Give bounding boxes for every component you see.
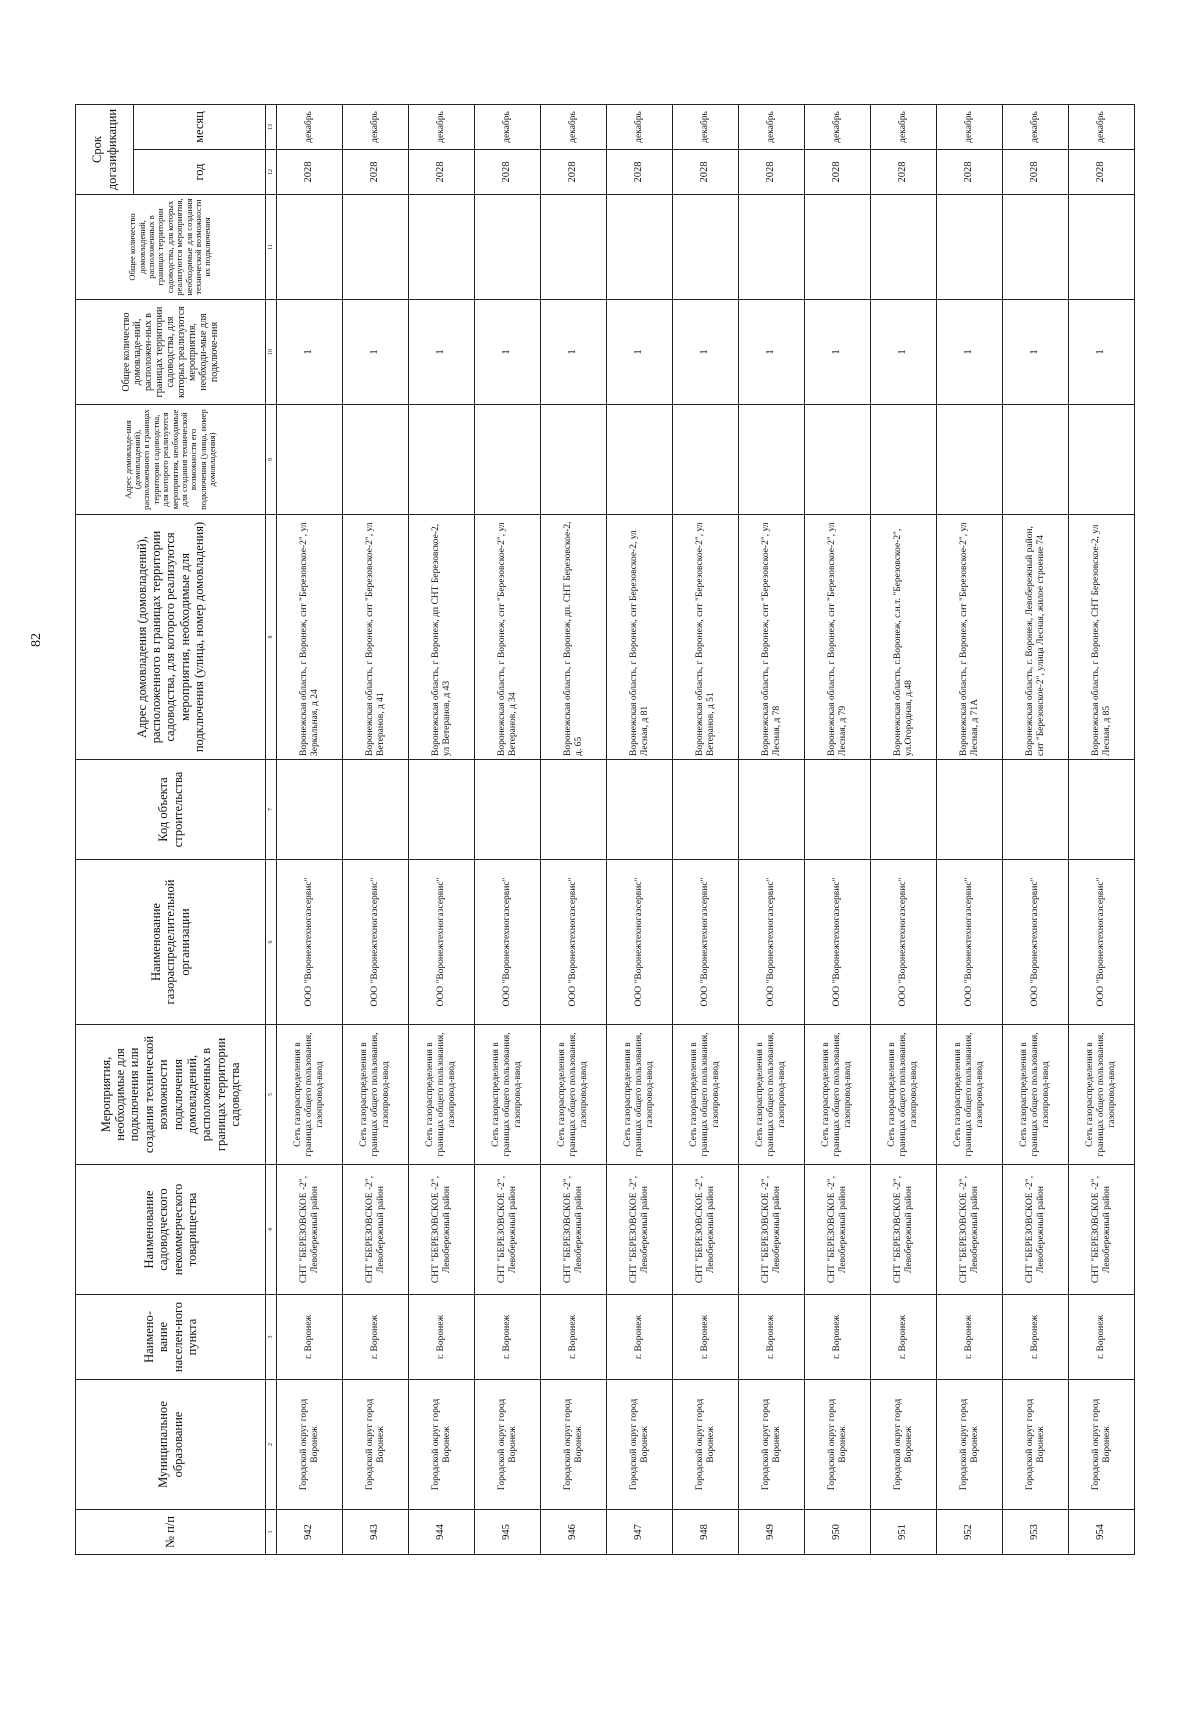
- cell-month: декабрь: [805, 105, 871, 150]
- cell-object-code: [607, 760, 673, 860]
- cell-gas-org: ООО "Воронежтехногазсервис": [805, 860, 871, 1025]
- table-row: [475, 105, 541, 1555]
- table-row: [277, 105, 343, 1555]
- cell-measures: Сеть газораспределения в границах общего пользования, газопровод-ввод: [343, 1025, 409, 1165]
- table-row: [1003, 105, 1069, 1555]
- cell-gas-org: ООО "Воронежтехногазсервис": [1069, 860, 1135, 1025]
- cell-total-connect: 1: [871, 300, 937, 405]
- table-row: [541, 105, 607, 1555]
- cell-num: 946: [541, 1510, 607, 1555]
- header-year: год: [134, 150, 266, 195]
- cell-num: 949: [739, 1510, 805, 1555]
- gasification-table: [75, 104, 1135, 1555]
- cell-total-connect: 1: [409, 300, 475, 405]
- cell-address: Воронежская область, г Воронеж, СНТ Березовское-2, ул Лесная, д 85: [1069, 515, 1135, 760]
- table-row: [607, 105, 673, 1555]
- cell-snt-name: СНТ "БЕРЕЗОВСКОЕ -2", Левобережный район: [1069, 1165, 1135, 1295]
- cell-settlement: г. Воронеж: [541, 1295, 607, 1380]
- cell-month: декабрь: [475, 105, 541, 150]
- cell-total-tech: [937, 195, 1003, 300]
- cell-total-connect: 1: [739, 300, 805, 405]
- column-number: 5: [266, 1025, 277, 1165]
- cell-address-tech: [739, 405, 805, 515]
- cell-address: Воронежская область, г Воронеж, снт "Березовское-2", ул Зеркальная, д 24: [277, 515, 343, 760]
- header-deadline: Срок догазификации: [76, 105, 134, 195]
- cell-settlement: г. Воронеж: [409, 1295, 475, 1380]
- cell-object-code: [1003, 760, 1069, 860]
- table-body: [277, 105, 1135, 1555]
- cell-month: декабрь: [1003, 105, 1069, 150]
- cell-year: 2028: [937, 150, 1003, 195]
- cell-num: 953: [1003, 1510, 1069, 1555]
- rotated-table-container: [75, 105, 1135, 1555]
- cell-snt-name: СНТ "БЕРЕЗОВСКОЕ -2", Левобережный район: [607, 1165, 673, 1295]
- cell-snt-name: СНТ "БЕРЕЗОВСКОЕ -2", Левобережный район: [1003, 1165, 1069, 1295]
- cell-month: декабрь: [277, 105, 343, 150]
- column-number: 8: [266, 515, 277, 760]
- cell-total-connect: 1: [1069, 300, 1135, 405]
- cell-address: Воронежская область, г. Воронеж, Левобережный район, снт "Березовское-2", улица Лесная, жилое строение 74: [1003, 515, 1069, 760]
- page-number: [30, 60, 44, 1220]
- cell-gas-org: ООО "Воронежтехногазсервис": [871, 860, 937, 1025]
- cell-address: Воронежская область, г Воронеж, снт "Березовское-2", ул Лесная, д 79: [805, 515, 871, 760]
- cell-address: Воронежская область, г.Воронеж, с.н.т. "Березовское-2", ул.Огородная, д.48: [871, 515, 937, 760]
- cell-year: 2028: [409, 150, 475, 195]
- header-settlement: Наимено-вание населен-ного пункта: [76, 1295, 266, 1380]
- header-gas-org: Наименование газораспределительной организации: [76, 860, 266, 1025]
- cell-gas-org: ООО "Воронежтехногазсервис": [1003, 860, 1069, 1025]
- cell-address-tech: [1003, 405, 1069, 515]
- cell-measures: Сеть газораспределения в границах общего пользования, газопровод-ввод: [475, 1025, 541, 1165]
- cell-object-code: [343, 760, 409, 860]
- cell-snt-name: СНТ "БЕРЕЗОВСКОЕ -2", Левобережный район: [475, 1165, 541, 1295]
- header-snt-name: Наименование садоводческого некоммерческого товарищества: [76, 1165, 266, 1295]
- cell-settlement: г. Воронеж: [937, 1295, 1003, 1380]
- header-object-code: Код объекта строительства: [76, 760, 266, 860]
- cell-num: 943: [343, 1510, 409, 1555]
- cell-address: Воронежская область, г Воронеж, снт "Березовское-2", ул Ветеранов, д 34: [475, 515, 541, 760]
- column-number: 6: [266, 860, 277, 1025]
- cell-month: декабрь: [541, 105, 607, 150]
- cell-gas-org: ООО "Воронежтехногазсервис": [409, 860, 475, 1025]
- table-row: [739, 105, 805, 1555]
- cell-address-tech: [1069, 405, 1135, 515]
- cell-gas-org: ООО "Воронежтехногазсервис": [541, 860, 607, 1025]
- cell-month: декабрь: [409, 105, 475, 150]
- column-number: 12: [266, 150, 277, 195]
- table-row: [409, 105, 475, 1555]
- cell-address-tech: [409, 405, 475, 515]
- cell-measures: Сеть газораспределения в границах общего пользования, газопровод-ввод: [673, 1025, 739, 1165]
- header-total-connect: Общее количество домовладе-ний, расположен-ных в границах территории садоводства, для которых реализуются мероприятия, необходи-мые для подключе-ния: [76, 300, 266, 405]
- cell-measures: Сеть газораспределения в границах общего пользования, газопровод-ввод: [409, 1025, 475, 1165]
- cell-total-tech: [343, 195, 409, 300]
- cell-snt-name: СНТ "БЕРЕЗОВСКОЕ -2", Левобережный район: [409, 1165, 475, 1295]
- column-number: 10: [266, 300, 277, 405]
- cell-year: 2028: [805, 150, 871, 195]
- cell-year: 2028: [871, 150, 937, 195]
- cell-total-tech: [541, 195, 607, 300]
- cell-settlement: г. Воронеж: [739, 1295, 805, 1380]
- cell-address-tech: [871, 405, 937, 515]
- cell-total-connect: 1: [805, 300, 871, 405]
- cell-municipality: Городской округ город Воронеж: [937, 1380, 1003, 1510]
- cell-municipality: Городской округ город Воронеж: [277, 1380, 343, 1510]
- cell-settlement: г. Воронеж: [1069, 1295, 1135, 1380]
- cell-num: 944: [409, 1510, 475, 1555]
- cell-total-connect: 1: [277, 300, 343, 405]
- cell-settlement: г. Воронеж: [673, 1295, 739, 1380]
- table-row: [343, 105, 409, 1555]
- cell-settlement: г. Воронеж: [1003, 1295, 1069, 1380]
- cell-snt-name: СНТ "БЕРЕЗОВСКОЕ -2", Левобережный район: [343, 1165, 409, 1295]
- cell-object-code: [409, 760, 475, 860]
- header-address: Адрес домовладения (домовладений), расположенного в границах территории садоводства, для которого реализуются мероприятия, необходимые для подключения (улица, номер домовладения): [76, 515, 266, 760]
- cell-municipality: Городской округ город Воронеж: [409, 1380, 475, 1510]
- cell-total-tech: [277, 195, 343, 300]
- cell-total-tech: [475, 195, 541, 300]
- cell-address-tech: [277, 405, 343, 515]
- cell-gas-org: ООО "Воронежтехногазсервис": [607, 860, 673, 1025]
- cell-month: декабрь: [343, 105, 409, 150]
- column-number-row: [266, 105, 277, 1555]
- cell-settlement: г. Воронеж: [871, 1295, 937, 1380]
- cell-snt-name: СНТ "БЕРЕЗОВСКОЕ -2", Левобережный район: [541, 1165, 607, 1295]
- cell-month: декабрь: [871, 105, 937, 150]
- cell-object-code: [277, 760, 343, 860]
- cell-total-connect: 1: [937, 300, 1003, 405]
- header-measures: Мероприятия, необходимые для подключения или создания технической возможности подключения домовладений, расположенных в границах территории садоводства: [76, 1025, 266, 1165]
- table-row: [871, 105, 937, 1555]
- cell-measures: Сеть газораспределения в границах общего пользования, газопровод-ввод: [541, 1025, 607, 1165]
- cell-address: Воронежская область, г Воронеж, снт "Березовское-2", ул Лесная, д 78: [739, 515, 805, 760]
- cell-total-connect: 1: [607, 300, 673, 405]
- cell-object-code: [541, 760, 607, 860]
- cell-municipality: Городской округ город Воронеж: [739, 1380, 805, 1510]
- cell-num: 950: [805, 1510, 871, 1555]
- cell-total-tech: [607, 195, 673, 300]
- cell-month: декабрь: [1069, 105, 1135, 150]
- cell-object-code: [1069, 760, 1135, 860]
- header-month: месяц: [134, 105, 266, 150]
- cell-address: Воронежская область, г Воронеж, снт Березовское-2, ул Лесная, д 81: [607, 515, 673, 760]
- cell-measures: Сеть газораспределения в границах общего пользования, газопровод-ввод: [871, 1025, 937, 1165]
- cell-snt-name: СНТ "БЕРЕЗОВСКОЕ -2", Левобережный район: [805, 1165, 871, 1295]
- cell-measures: Сеть газораспределения в границах общего пользования, газопровод-ввод: [277, 1025, 343, 1165]
- cell-total-connect: 1: [541, 300, 607, 405]
- cell-year: 2028: [277, 150, 343, 195]
- column-number: 11: [266, 195, 277, 300]
- column-number: 4: [266, 1165, 277, 1295]
- cell-measures: Сеть газораспределения в границах общего пользования, газопровод-ввод: [937, 1025, 1003, 1165]
- cell-object-code: [937, 760, 1003, 860]
- cell-address-tech: [937, 405, 1003, 515]
- cell-snt-name: СНТ "БЕРЕЗОВСКОЕ -2", Левобережный район: [937, 1165, 1003, 1295]
- cell-gas-org: ООО "Воронежтехногазсервис": [673, 860, 739, 1025]
- cell-month: декабрь: [673, 105, 739, 150]
- cell-year: 2028: [1003, 150, 1069, 195]
- cell-year: 2028: [607, 150, 673, 195]
- cell-year: 2028: [541, 150, 607, 195]
- cell-municipality: Городской округ город Воронеж: [475, 1380, 541, 1510]
- header-address-tech: Адрес домовладе-ния (домовладений), расположенного в границах территории садоводства, для которого реализуются мероприятия, необходимые для создания технической возможности его подключения (улица, номер домовладения): [76, 405, 266, 515]
- cell-total-tech: [1003, 195, 1069, 300]
- cell-settlement: г. Воронеж: [805, 1295, 871, 1380]
- cell-num: 954: [1069, 1510, 1135, 1555]
- header-total-tech: Общее количество домовладений, расположенных в границах территории садоводства, для которых реализуются мероприятия, необходимые для создания технической возможности их подключения: [76, 195, 266, 300]
- cell-snt-name: СНТ "БЕРЕЗОВСКОЕ -2", Левобережный район: [277, 1165, 343, 1295]
- cell-measures: Сеть газораспределения в границах общего пользования, газопровод-ввод: [739, 1025, 805, 1165]
- cell-num: 947: [607, 1510, 673, 1555]
- table-row: [805, 105, 871, 1555]
- header-num: № п/п: [76, 1510, 266, 1555]
- cell-address-tech: [607, 405, 673, 515]
- cell-address: Воронежская область, г Воронеж, дп СНТ Березовское-2, ул Ветеранов, д 43: [409, 515, 475, 760]
- table-row: [673, 105, 739, 1555]
- cell-settlement: г. Воронеж: [607, 1295, 673, 1380]
- cell-total-connect: 1: [673, 300, 739, 405]
- cell-total-tech: [1069, 195, 1135, 300]
- cell-measures: Сеть газораспределения в границах общего пользования, газопровод-ввод: [1069, 1025, 1135, 1165]
- cell-month: декабрь: [607, 105, 673, 150]
- cell-municipality: Городской округ город Воронеж: [673, 1380, 739, 1510]
- cell-total-connect: 1: [343, 300, 409, 405]
- cell-settlement: г. Воронеж: [343, 1295, 409, 1380]
- cell-address-tech: [805, 405, 871, 515]
- cell-municipality: Городской округ город Воронеж: [1003, 1380, 1069, 1510]
- table-row: [1069, 105, 1135, 1555]
- cell-municipality: Городской округ город Воронеж: [805, 1380, 871, 1510]
- cell-municipality: Городской округ город Воронеж: [607, 1380, 673, 1510]
- column-number: 2: [266, 1380, 277, 1510]
- cell-gas-org: ООО "Воронежтехногазсервис": [277, 860, 343, 1025]
- cell-measures: Сеть газораспределения в границах общего пользования, газопровод-ввод: [607, 1025, 673, 1165]
- table-row: [937, 105, 1003, 1555]
- column-number: 9: [266, 405, 277, 515]
- cell-year: 2028: [673, 150, 739, 195]
- cell-gas-org: ООО "Воронежтехногазсервис": [739, 860, 805, 1025]
- cell-num: 948: [673, 1510, 739, 1555]
- cell-object-code: [673, 760, 739, 860]
- cell-month: декабрь: [739, 105, 805, 150]
- column-number: 7: [266, 760, 277, 860]
- cell-year: 2028: [475, 150, 541, 195]
- cell-total-tech: [739, 195, 805, 300]
- cell-year: 2028: [739, 150, 805, 195]
- cell-total-connect: 1: [1003, 300, 1069, 405]
- cell-object-code: [739, 760, 805, 860]
- cell-municipality: Городской округ город Воронеж: [871, 1380, 937, 1510]
- cell-object-code: [805, 760, 871, 860]
- cell-address: Воронежская область, г Воронеж, дп. СНТ Березовское-2, д. 65: [541, 515, 607, 760]
- page-number-text: 82: [29, 633, 44, 647]
- cell-num: 942: [277, 1510, 343, 1555]
- cell-num: 952: [937, 1510, 1003, 1555]
- cell-measures: Сеть газораспределения в границах общего пользования, газопровод-ввод: [1003, 1025, 1069, 1165]
- cell-total-tech: [673, 195, 739, 300]
- cell-settlement: г. Воронеж: [475, 1295, 541, 1380]
- cell-address-tech: [343, 405, 409, 515]
- cell-gas-org: ООО "Воронежтехногазсервис": [343, 860, 409, 1025]
- column-number: 3: [266, 1295, 277, 1380]
- cell-address-tech: [673, 405, 739, 515]
- cell-municipality: Городской округ город Воронеж: [343, 1380, 409, 1510]
- cell-total-connect: 1: [475, 300, 541, 405]
- cell-gas-org: ООО "Воронежтехногазсервис": [475, 860, 541, 1025]
- cell-gas-org: ООО "Воронежтехногазсервис": [937, 860, 1003, 1025]
- cell-address: Воронежская область, г Воронеж, снт "Березовское-2", ул Лесная, д 71А: [937, 515, 1003, 760]
- cell-year: 2028: [343, 150, 409, 195]
- cell-num: 951: [871, 1510, 937, 1555]
- cell-address: Воронежская область, г Воронеж, снт "Березовское-2", ул Ветеранов, д 51: [673, 515, 739, 760]
- header-municipality: Муниципальное образование: [76, 1380, 266, 1510]
- cell-year: 2028: [1069, 150, 1135, 195]
- cell-address: Воронежская область, г Воронеж, снт "Березовское-2", ул Ветеранов, д 41: [343, 515, 409, 760]
- cell-total-tech: [871, 195, 937, 300]
- column-number: 1: [266, 1510, 277, 1555]
- cell-total-tech: [409, 195, 475, 300]
- cell-municipality: Городской округ город Воронеж: [1069, 1380, 1135, 1510]
- cell-snt-name: СНТ "БЕРЕЗОВСКОЕ -2", Левобережный район: [871, 1165, 937, 1295]
- cell-address-tech: [541, 405, 607, 515]
- cell-settlement: г. Воронеж: [277, 1295, 343, 1380]
- cell-object-code: [871, 760, 937, 860]
- cell-address-tech: [475, 405, 541, 515]
- cell-measures: Сеть газораспределения в границах общего пользования, газопровод-ввод: [805, 1025, 871, 1165]
- cell-total-tech: [805, 195, 871, 300]
- cell-snt-name: СНТ "БЕРЕЗОВСКОЕ -2", Левобережный район: [673, 1165, 739, 1295]
- cell-num: 945: [475, 1510, 541, 1555]
- column-number: 13: [266, 105, 277, 150]
- cell-object-code: [475, 760, 541, 860]
- cell-municipality: Городской округ город Воронеж: [541, 1380, 607, 1510]
- cell-month: декабрь: [937, 105, 1003, 150]
- cell-snt-name: СНТ "БЕРЕЗОВСКОЕ -2", Левобережный район: [739, 1165, 805, 1295]
